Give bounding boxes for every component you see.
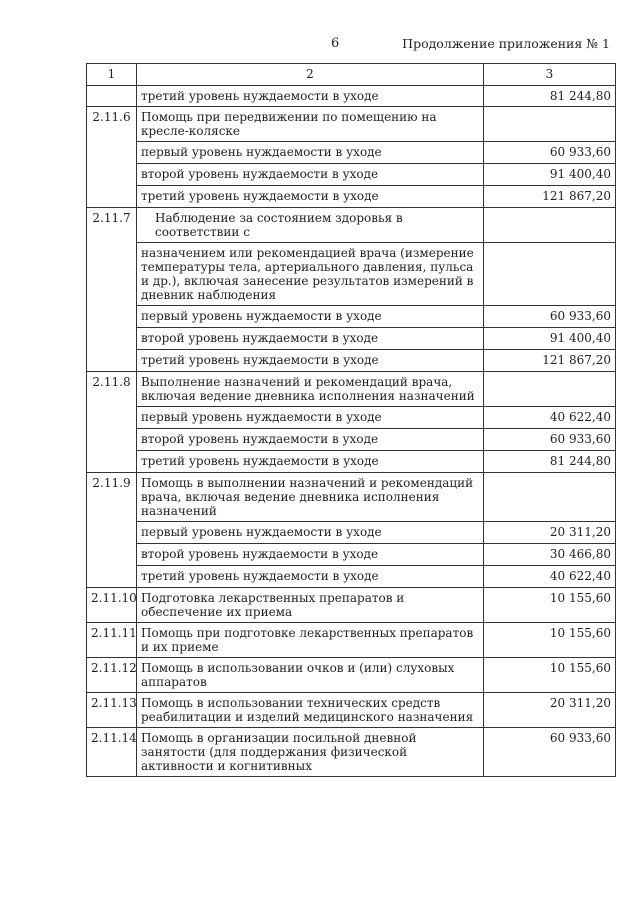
row-description: Подготовка лекарственных препаратов и обеспечение их приема	[137, 588, 484, 623]
table-header-row	[87, 64, 616, 86]
column-header-3: 3	[484, 64, 616, 86]
row-value: 121 867,20	[484, 350, 616, 372]
table-row	[87, 306, 616, 328]
table-row	[87, 693, 616, 728]
column-header-2: 2	[137, 64, 484, 86]
row-description: третий уровень нуждаемости в уходе	[137, 451, 484, 473]
row-value: 40 622,40	[484, 407, 616, 429]
row-value	[484, 243, 616, 306]
row-description: назначением или рекомендацией врача (измерение температуры тела, артериального давления, пульса и др.), включая занесение результатов измерений в дневник наблюдения	[137, 243, 484, 306]
row-number	[87, 86, 137, 107]
row-value: 20 311,20	[484, 693, 616, 728]
row-description: Помощь в использовании очков и (или) слуховых аппаратов	[137, 658, 484, 693]
row-number: 2.11.6	[87, 107, 137, 208]
table-row	[87, 243, 616, 306]
row-value: 10 155,60	[484, 588, 616, 623]
row-description: первый уровень нуждаемости в уходе	[137, 522, 484, 544]
row-value: 60 933,60	[484, 429, 616, 451]
row-description: третий уровень нуждаемости в уходе	[137, 86, 484, 107]
table-row	[87, 164, 616, 186]
column-header-1: 1	[87, 64, 137, 86]
table-row	[87, 451, 616, 473]
row-number: 2.11.7	[87, 208, 137, 372]
table-row	[87, 142, 616, 164]
row-number: 2.11.9	[87, 473, 137, 588]
table-row	[87, 623, 616, 658]
row-description: второй уровень нуждаемости в уходе	[137, 328, 484, 350]
row-value: 10 155,60	[484, 658, 616, 693]
table-row	[87, 407, 616, 429]
tariff-table	[86, 63, 616, 777]
row-value: 60 933,60	[484, 728, 616, 777]
table-row	[87, 588, 616, 623]
row-description: третий уровень нуждаемости в уходе	[137, 566, 484, 588]
row-description: Наблюдение за состоянием здоровья в соответствии с	[137, 208, 484, 243]
row-description: второй уровень нуждаемости в уходе	[137, 544, 484, 566]
row-description: второй уровень нуждаемости в уходе	[137, 164, 484, 186]
continuation-header: Продолжение приложения № 1	[402, 36, 610, 51]
row-value: 121 867,20	[484, 186, 616, 208]
row-description: третий уровень нуждаемости в уходе	[137, 186, 484, 208]
row-value: 91 400,40	[484, 328, 616, 350]
row-number: 2.11.10	[87, 588, 137, 623]
row-number: 2.11.8	[87, 372, 137, 473]
table-row	[87, 658, 616, 693]
table-row	[87, 544, 616, 566]
row-value	[484, 473, 616, 522]
row-value: 10 155,60	[484, 623, 616, 658]
table-row	[87, 728, 616, 777]
row-description: первый уровень нуждаемости в уходе	[137, 142, 484, 164]
page-number: 6	[331, 36, 340, 51]
table-row	[87, 208, 616, 243]
row-description: третий уровень нуждаемости в уходе	[137, 350, 484, 372]
table-row	[87, 429, 616, 451]
table-row	[87, 186, 616, 208]
row-description: Помощь при передвижении по помещению на кресле-коляске	[137, 107, 484, 142]
table-row	[87, 522, 616, 544]
table-row	[87, 86, 616, 107]
row-value	[484, 208, 616, 243]
table-row	[87, 328, 616, 350]
row-number: 2.11.11	[87, 623, 137, 658]
table-row	[87, 372, 616, 407]
row-value: 20 311,20	[484, 522, 616, 544]
table-row	[87, 473, 616, 522]
row-description: Помощь в организации посильной дневной занятости (для поддержания физической активности и когнитивных	[137, 728, 484, 777]
row-value: 30 466,80	[484, 544, 616, 566]
table-row	[87, 566, 616, 588]
row-description: второй уровень нуждаемости в уходе	[137, 429, 484, 451]
row-number: 2.11.12	[87, 658, 137, 693]
row-number: 2.11.13	[87, 693, 137, 728]
row-value: 60 933,60	[484, 142, 616, 164]
table-row	[87, 350, 616, 372]
row-description: Выполнение назначений и рекомендаций врача, включая ведение дневника исполнения назначений	[137, 372, 484, 407]
row-value: 60 933,60	[484, 306, 616, 328]
row-description: Помощь при подготовке лекарственных препаратов и их приеме	[137, 623, 484, 658]
row-description: Помощь в выполнении назначений и рекомендаций врача, включая ведение дневника исполнения назначений	[137, 473, 484, 522]
row-description: первый уровень нуждаемости в уходе	[137, 407, 484, 429]
row-description: Помощь в использовании технических средств реабилитации и изделий медицинского назначения	[137, 693, 484, 728]
row-description: первый уровень нуждаемости в уходе	[137, 306, 484, 328]
row-number: 2.11.14	[87, 728, 137, 777]
row-value: 81 244,80	[484, 451, 616, 473]
row-value: 91 400,40	[484, 164, 616, 186]
row-value	[484, 372, 616, 407]
table-row	[87, 107, 616, 142]
row-value	[484, 107, 616, 142]
row-value: 40 622,40	[484, 566, 616, 588]
row-value: 81 244,80	[484, 86, 616, 107]
